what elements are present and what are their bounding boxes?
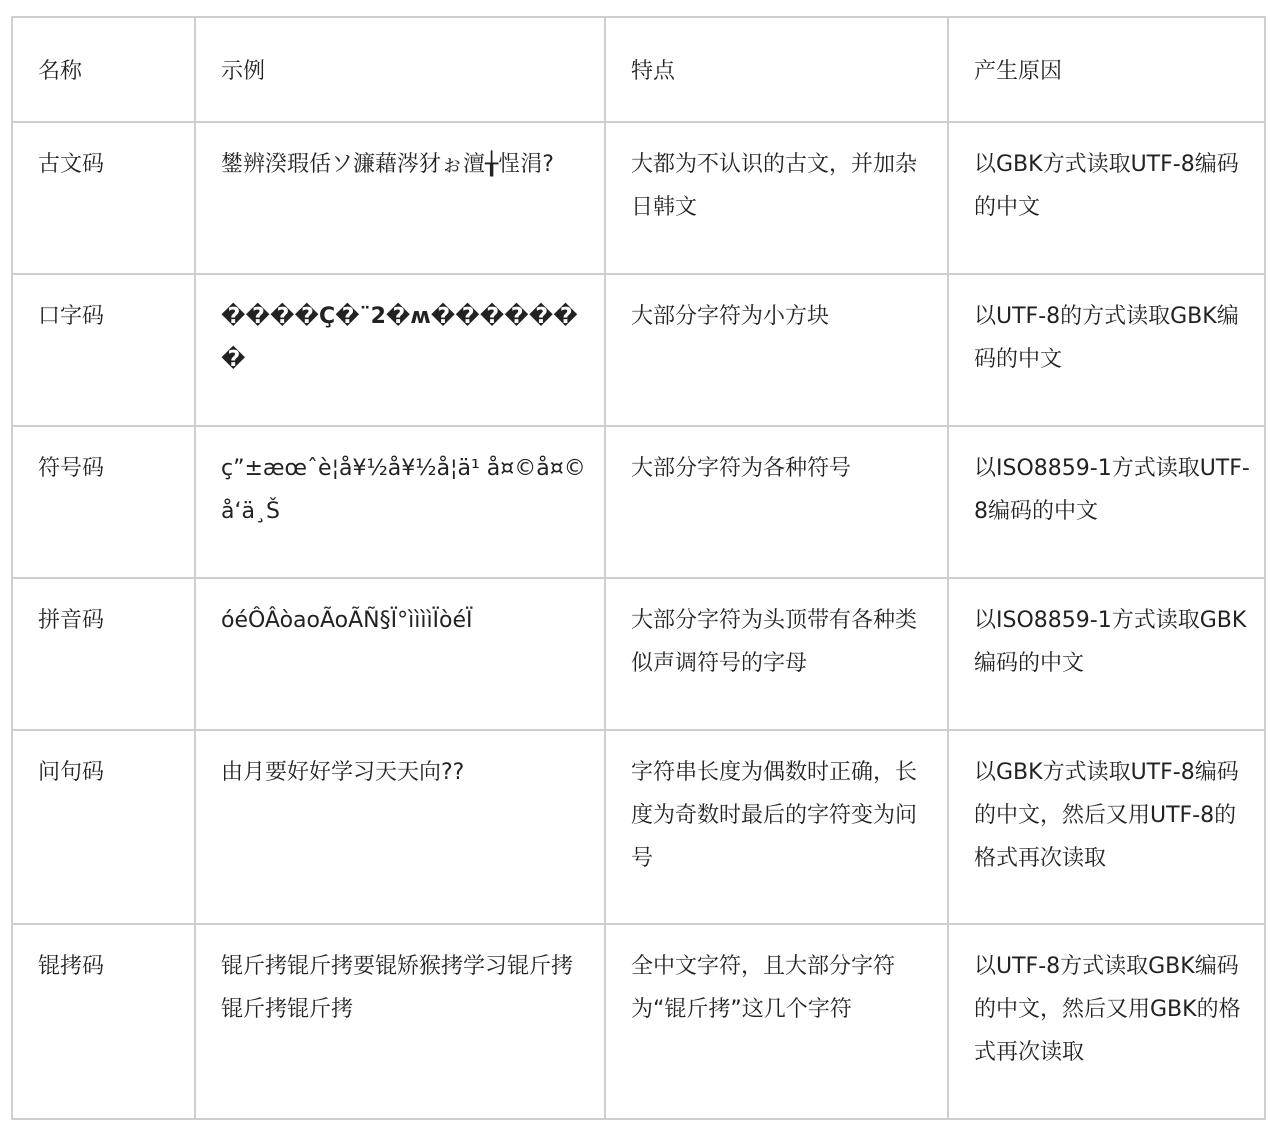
table-row [12,426,1265,578]
cell-example: 由月要好好学习天天向?? [195,730,605,924]
garbled-encoding-table [11,16,1266,1120]
table-header-row [12,17,1265,122]
cell-cause: 以ISO8859-1方式读取UTF-8编码的中文 [948,426,1265,578]
cell-example: ç”±æœˆè¦å¥½å¥½å¦ä¹ å¤©å¤©å‘ä¸Š [195,426,605,578]
table-row [12,730,1265,924]
cell-cause: 以GBK方式读取UTF-8编码的中文，然后又用UTF-8的格式再次读取 [948,730,1265,924]
cell-feature: 大部分字符为各种符号 [605,426,948,578]
cell-name: 问句码 [12,730,195,924]
table-row [12,274,1265,426]
cell-name: 符号码 [12,426,195,578]
table-row [12,924,1265,1119]
header-cause: 产生原因 [948,17,1265,122]
cell-name: 拼音码 [12,578,195,730]
cell-feature: 大都为不认识的古文，并加杂日韩文 [605,122,948,274]
table-row [12,578,1265,730]
cell-example: óéÔÂòaoÃoÃÑ§Ï°ììììÏòéÏ [195,578,605,730]
cell-feature: 全中文字符，且大部分字符为“锟斤拷”这几个字符 [605,924,948,1119]
cell-cause: 以ISO8859-1方式读取GBK编码的中文 [948,578,1265,730]
header-name: 名称 [12,17,195,122]
header-example: 示例 [195,17,605,122]
cell-example: 锟斤拷锟斤拷要锟矫猴拷学习锟斤拷锟斤拷锟斤拷 [195,924,605,1119]
cell-cause: 以GBK方式读取UTF-8编码的中文 [948,122,1265,274]
cell-cause: 以UTF-8方式读取GBK编码的中文，然后又用GBK的格式再次读取 [948,924,1265,1119]
cell-example: 鐢辨湀瑕佸ソ濂藉涔犲ぉ澶╁悜涓? [195,122,605,274]
cell-feature: 字符串长度为偶数时正确，长度为奇数时最后的字符变为问号 [605,730,948,924]
encoding-table-container [11,16,1264,1120]
header-feature: 特点 [605,17,948,122]
cell-name: 古文码 [12,122,195,274]
cell-name: 锟拷码 [12,924,195,1119]
cell-name: 口字码 [12,274,195,426]
cell-cause: 以UTF-8的方式读取GBK编码的中文 [948,274,1265,426]
cell-feature: 大部分字符为小方块 [605,274,948,426]
cell-example: ����Ç�¨2�ʍ������� [195,274,605,426]
table-row [12,122,1265,274]
cell-feature: 大部分字符为头顶带有各种类似声调符号的字母 [605,578,948,730]
